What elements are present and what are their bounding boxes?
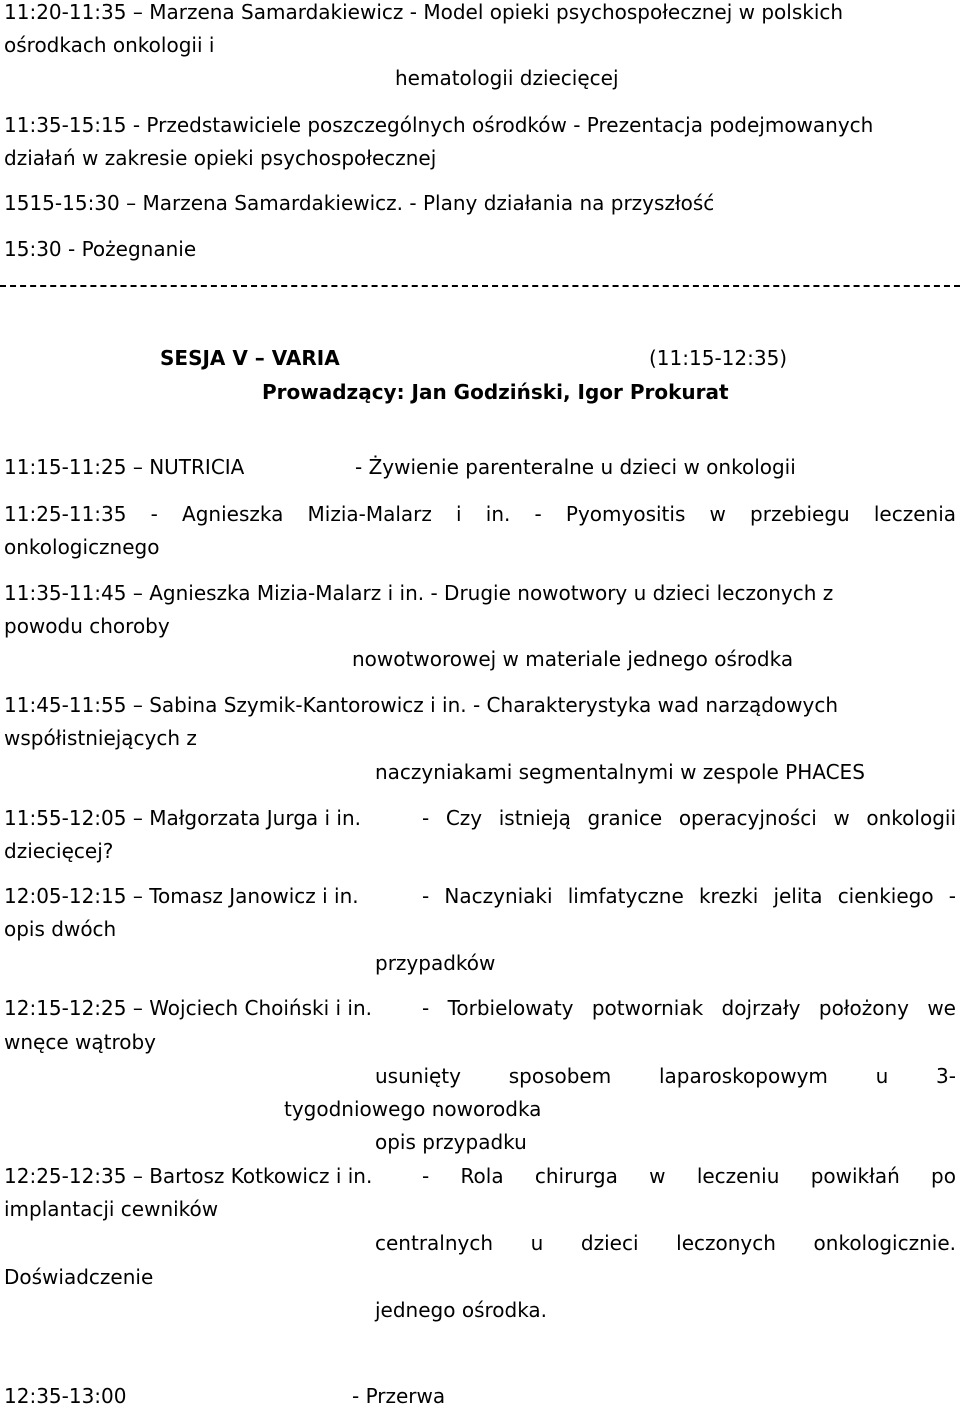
item-nutricia-topic: - Żywienie parenteralne u dzieci w onkologii xyxy=(355,455,796,479)
session-time: (11:15-12:35) xyxy=(649,346,788,370)
item-4-line-2: współistniejących z xyxy=(4,726,197,750)
item-8-line-4: Doświadczenie xyxy=(4,1265,154,1289)
item-8-line-3: centralnych u dzieci leczonych onkologicznie. xyxy=(375,1231,956,1255)
item-4-line-1: 11:45-11:55 – Sabina Szymik-Kantorowicz i in. - Charakterystyka wad narządowych xyxy=(4,693,839,717)
item-nutricia-time: 11:15-11:25 – NUTRICIA xyxy=(4,455,245,479)
break-time: 12:35-13:00 xyxy=(4,1384,127,1408)
line-3: hematologii dziecięcej xyxy=(395,66,619,90)
item-8-topic: - Rola chirurga w leczeniu powikłań po xyxy=(422,1164,956,1188)
line-1: 11:20-11:35 – Marzena Samardakiewicz - Model opieki psychospołecznej w polskich xyxy=(4,0,844,24)
item-3-line-2: powodu choroby xyxy=(4,614,170,638)
item-7-line-5: opis przypadku xyxy=(375,1130,527,1154)
line-2: ośrodkach onkologii i xyxy=(4,33,215,57)
session-title: SESJA V – VARIA xyxy=(160,346,340,370)
line-4: 11:35-15:15 - Przedstawiciele poszczególnych ośrodków - Prezentacja podejmowanych xyxy=(4,113,874,137)
item-6-line-2: opis dwóch xyxy=(4,917,117,941)
item-2-line-2: onkologicznego xyxy=(4,535,160,559)
item-4-line-3: naczyniakami segmentalnymi w zespole PHACES xyxy=(375,760,865,784)
item-7-line-3: usunięty sposobem laparoskopowym u 3- xyxy=(375,1064,956,1088)
item-5-time: 11:55-12:05 – Małgorzata Jurga i in. xyxy=(4,806,362,830)
line-7: 15:30 - Pożegnanie xyxy=(4,237,197,261)
item-8-line-2: implantacji cewników xyxy=(4,1197,219,1221)
item-2-line-1: 11:25-11:35 - Agnieszka Mizia-Malarz i in. - Pyomyositis w przebiegu leczenia xyxy=(4,502,956,526)
item-5-line-2: dziecięcej? xyxy=(4,839,114,863)
line-5: działań w zakresie opieki psychospołecznej xyxy=(4,146,437,170)
session-chairs: Prowadzący: Jan Godziński, Igor Prokurat xyxy=(262,380,729,404)
item-6-line-3: przypadków xyxy=(375,951,496,975)
item-8-line-5: jednego ośrodka. xyxy=(375,1298,548,1322)
item-3-line-3: nowotworowej w materiale jednego ośrodka xyxy=(352,647,794,671)
item-3-line-1: 11:35-11:45 – Agnieszka Mizia-Malarz i in. - Drugie nowotwory u dzieci leczonych z xyxy=(4,581,834,605)
item-6-time: 12:05-12:15 – Tomasz Janowicz i in. xyxy=(4,884,359,908)
break-label: - Przerwa xyxy=(352,1384,446,1408)
item-7-time: 12:15-12:25 – Wojciech Choiński i in. xyxy=(4,996,373,1020)
item-8-time: 12:25-12:35 – Bartosz Kotkowicz i in. xyxy=(4,1164,373,1188)
item-7-line-2: wnęce wątroby xyxy=(4,1030,157,1054)
item-7-topic: - Torbielowaty potworniak dojrzały położony we xyxy=(422,996,956,1020)
line-6: 1515-15:30 – Marzena Samardakiewicz. - Plany działania na przyszłość xyxy=(4,191,715,215)
item-5-topic: - Czy istnieją granice operacyjności w onkologii xyxy=(422,806,956,830)
separator xyxy=(0,285,960,288)
item-6-topic: - Naczyniaki limfatyczne krezki jelita cienkiego - xyxy=(422,884,956,908)
item-7-line-4: tygodniowego noworodka xyxy=(284,1097,542,1121)
